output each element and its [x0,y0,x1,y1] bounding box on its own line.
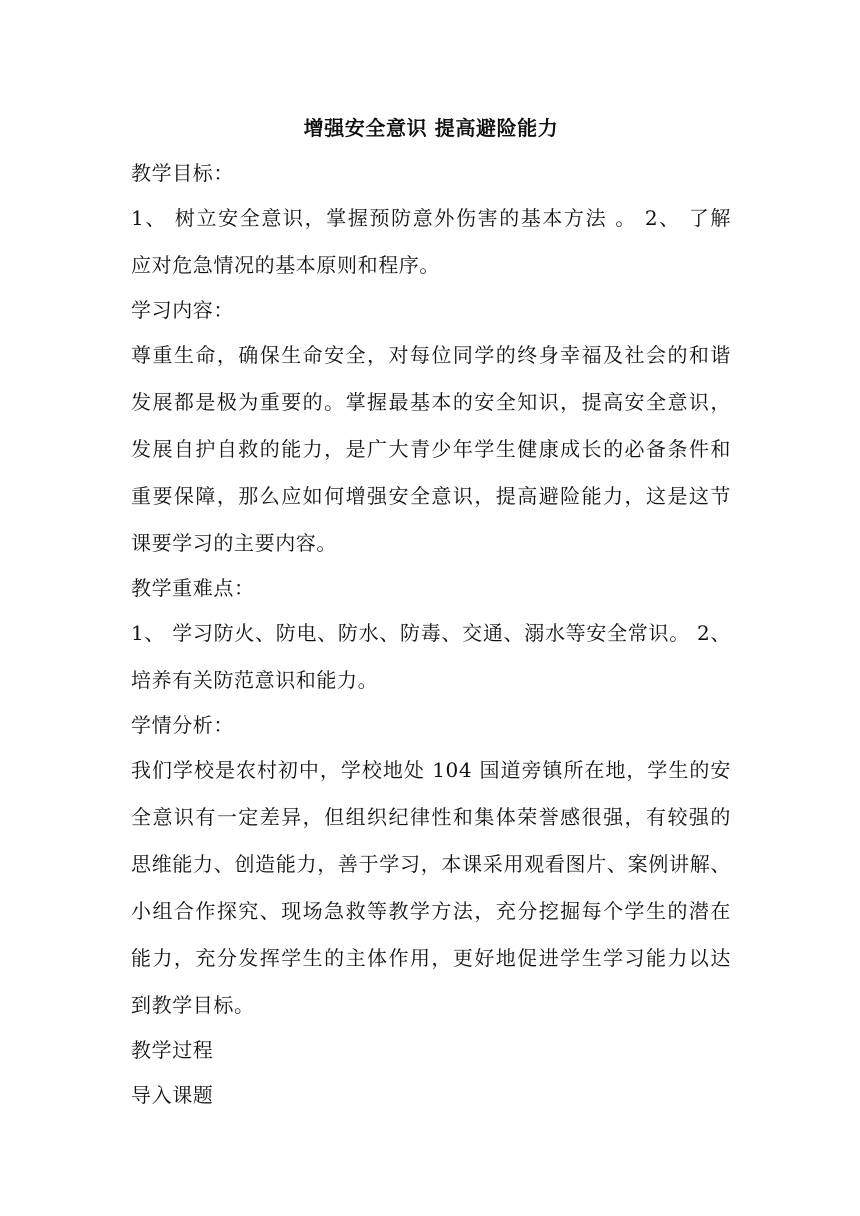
paragraph-line: 小组合作探究、现场急救等教学方法，充分挖掘每个学生的潜在 [131,899,731,923]
process-heading: 教学过程 [131,1038,214,1062]
paragraph-line: 到教学目标。 [131,993,255,1017]
analysis-paragraph [131,754,731,1021]
paragraph-line: 发展都是极为重要的。掌握最基本的安全知识，提高安全意识， [131,390,731,414]
paragraph-line: 能力，充分发挥学生的主体作用，更好地促进学生学习能力以达 [131,946,731,970]
paragraph-line: 思维能力、创造能力，善于学习，本课采用观看图片、案例讲解、 [131,852,731,876]
paragraph-line: 培养有关防范意识和能力。 [131,668,379,692]
paragraph-line: 1、 学习防火、防电、防水、防毒、交通、溺水等安全常识。 2、 [131,621,731,645]
document-body [131,112,731,1124]
paragraph-line: 尊重生命，确保生命安全，对每位同学的终身幸福及社会的和谐 [131,343,731,367]
paragraph-line: 我们学校是农村初中，学校地处 104 国道旁镇所在地，学生的安 [131,758,731,782]
content-paragraph [131,339,731,559]
paragraph-line: 发展自护自救的能力，是广大青少年学生健康成长的必备条件和 [131,437,731,461]
paragraph-line: 1、 树立安全意识，掌握预防意外伤害的基本方法 。 2、 了解 [131,206,731,230]
analysis-heading: 学情分析： [131,713,234,737]
key-points-paragraph [131,617,731,696]
intro-heading: 导入课题 [131,1083,214,1107]
document-title: 增强安全意识 提高避险能力 [303,116,559,140]
content-heading: 学习内容： [131,298,234,322]
paragraph-line: 全意识有一定差异，但组织纪律性和集体荣誉感很强，有较强的 [131,805,731,829]
objectives-paragraph [131,202,731,281]
key-points-heading: 教学重难点： [131,576,255,600]
paragraph-line: 课要学习的主要内容。 [131,531,337,555]
paragraph-line: 重要保障，那么应如何增强安全意识，提高避险能力，这是这节 [131,484,731,508]
paragraph-line: 应对危急情况的基本原则和程序。 [131,253,440,277]
objectives-heading: 教学目标： [131,161,234,185]
